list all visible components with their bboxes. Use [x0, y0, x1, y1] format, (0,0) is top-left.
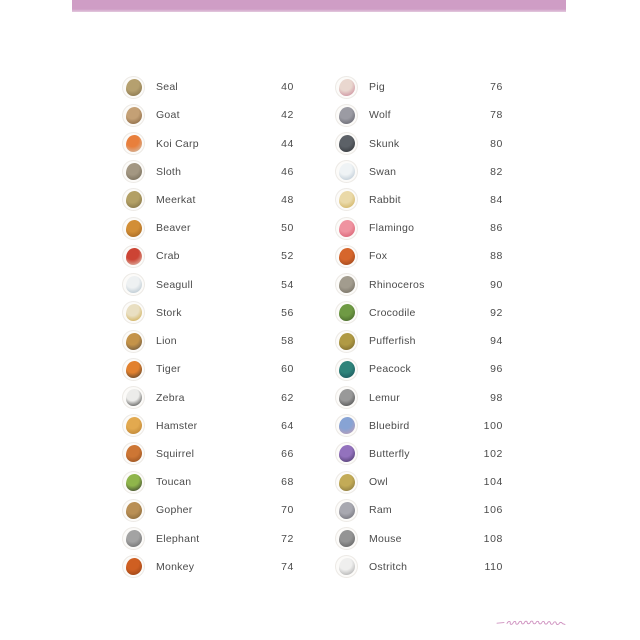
signature-scribble — [495, 614, 571, 632]
crab-icon — [122, 245, 145, 268]
tiger-illustration — [126, 361, 142, 378]
contents-right-column — [335, 73, 503, 581]
animal-name: Crocodile — [369, 306, 416, 319]
elephant-illustration — [126, 530, 142, 547]
stork-illustration — [126, 304, 142, 321]
contents-row — [335, 468, 503, 496]
contents-row — [335, 158, 503, 186]
page-number: 58 — [281, 335, 294, 348]
koi-carp-illustration — [126, 135, 142, 152]
stork-icon — [122, 301, 145, 324]
animal-name: Pufferfish — [369, 335, 416, 348]
animal-name: Bluebird — [369, 419, 410, 432]
goat-illustration — [126, 107, 142, 124]
bluebird-icon — [335, 414, 358, 437]
beaver-illustration — [126, 220, 142, 237]
page-number: 52 — [281, 250, 294, 263]
page-number: 94 — [490, 335, 503, 348]
animal-name: Gopher — [156, 504, 193, 517]
ram-icon — [335, 499, 358, 522]
page-number: 104 — [483, 476, 503, 489]
page-number: 80 — [490, 137, 503, 150]
page-number: 68 — [281, 476, 294, 489]
butterfly-illustration — [339, 445, 355, 462]
animal-name: Skunk — [369, 137, 400, 150]
animal-name: Seagull — [156, 278, 193, 291]
page-number: 78 — [490, 109, 503, 122]
lemur-icon — [335, 386, 358, 409]
animal-name: Pig — [369, 81, 385, 94]
fox-illustration — [339, 248, 355, 265]
contents-row — [122, 101, 294, 129]
monkey-illustration — [126, 558, 142, 575]
contents-row — [335, 327, 503, 355]
contents-row — [122, 271, 294, 299]
animal-name: Zebra — [156, 391, 185, 404]
page-number: 50 — [281, 222, 294, 235]
contents-row — [122, 129, 294, 157]
animal-name: Seal — [156, 81, 179, 94]
page-number: 60 — [281, 363, 294, 376]
page-number: 90 — [490, 278, 503, 291]
beaver-icon — [122, 217, 145, 240]
contents-row — [335, 299, 503, 327]
page-number: 46 — [281, 165, 294, 178]
skunk-illustration — [339, 135, 355, 152]
seagull-icon — [122, 273, 145, 296]
contents-row — [122, 468, 294, 496]
sloth-icon — [122, 160, 145, 183]
page-number: 48 — [281, 193, 294, 206]
meerkat-icon — [122, 188, 145, 211]
crocodile-illustration — [339, 304, 355, 321]
butterfly-icon — [335, 442, 358, 465]
contents-row — [335, 186, 503, 214]
ostrich-illustration — [339, 558, 355, 575]
sloth-illustration — [126, 163, 142, 180]
rabbit-icon — [335, 188, 358, 211]
contents-row — [335, 129, 503, 157]
contents-row — [122, 73, 294, 101]
contents-row — [335, 525, 503, 553]
flamingo-icon — [335, 217, 358, 240]
page-top-band — [72, 0, 566, 12]
page-number: 72 — [281, 532, 294, 545]
animal-name: Monkey — [156, 560, 195, 573]
animal-name: Squirrel — [156, 447, 195, 460]
page-number: 66 — [281, 447, 294, 460]
seagull-illustration — [126, 276, 142, 293]
page-number: 88 — [490, 250, 503, 263]
animal-name: Elephant — [156, 532, 200, 545]
animal-name: Ostritch — [369, 560, 408, 573]
zebra-illustration — [126, 389, 142, 406]
animal-name: Hamster — [156, 419, 198, 432]
animal-name: Toucan — [156, 476, 192, 489]
contents-row — [122, 327, 294, 355]
contents-row — [335, 271, 503, 299]
rabbit-illustration — [339, 191, 355, 208]
page-number: 98 — [490, 391, 503, 404]
page-number: 82 — [490, 165, 503, 178]
animal-name: Tiger — [156, 363, 181, 376]
animal-name: Beaver — [156, 222, 191, 235]
rhinoceros-illustration — [339, 276, 355, 293]
page-number: 100 — [483, 419, 503, 432]
page-number: 62 — [281, 391, 294, 404]
crocodile-icon — [335, 301, 358, 324]
contents-row — [122, 214, 294, 242]
ram-illustration — [339, 502, 355, 519]
pufferfish-icon — [335, 330, 358, 353]
animal-name: Goat — [156, 109, 180, 122]
page-number: 96 — [490, 363, 503, 376]
contents-row — [122, 158, 294, 186]
koi-carp-icon — [122, 132, 145, 155]
contents-row — [335, 496, 503, 524]
contents-row — [335, 440, 503, 468]
animal-name: Fox — [369, 250, 388, 263]
elephant-icon — [122, 527, 145, 550]
wolf-icon — [335, 104, 358, 127]
hamster-illustration — [126, 417, 142, 434]
contents-row — [122, 412, 294, 440]
animal-name: Owl — [369, 476, 388, 489]
page-number: 64 — [281, 419, 294, 432]
animal-name: Swan — [369, 165, 397, 178]
contents-row — [122, 242, 294, 270]
toucan-icon — [122, 471, 145, 494]
peacock-icon — [335, 358, 358, 381]
owl-illustration — [339, 474, 355, 491]
contents-row — [122, 553, 294, 581]
contents-row — [335, 242, 503, 270]
gopher-illustration — [126, 502, 142, 519]
lion-icon — [122, 330, 145, 353]
lemur-illustration — [339, 389, 355, 406]
animal-name: Lemur — [369, 391, 401, 404]
page-number: 92 — [490, 306, 503, 319]
page-number: 106 — [483, 504, 503, 517]
mouse-icon — [335, 527, 358, 550]
contents-row — [122, 186, 294, 214]
page-number: 76 — [490, 81, 503, 94]
ostrich-icon — [335, 555, 358, 578]
page-number: 42 — [281, 109, 294, 122]
page-number: 56 — [281, 306, 294, 319]
page-number: 110 — [484, 560, 503, 573]
peacock-illustration — [339, 361, 355, 378]
fox-icon — [335, 245, 358, 268]
animal-name: Meerkat — [156, 193, 196, 206]
swan-illustration — [339, 163, 355, 180]
seal-icon — [122, 76, 145, 99]
lion-illustration — [126, 333, 142, 350]
page-number: 86 — [490, 222, 503, 235]
mouse-illustration — [339, 530, 355, 547]
tiger-icon — [122, 358, 145, 381]
contents-row — [335, 383, 503, 411]
skunk-icon — [335, 132, 358, 155]
animal-name: Sloth — [156, 165, 182, 178]
rhinoceros-icon — [335, 273, 358, 296]
toucan-illustration — [126, 474, 142, 491]
contents-row — [122, 440, 294, 468]
zebra-icon — [122, 386, 145, 409]
contents-row — [122, 355, 294, 383]
animal-name: Koi Carp — [156, 137, 199, 150]
bluebird-illustration — [339, 417, 355, 434]
wolf-illustration — [339, 107, 355, 124]
contents-row — [122, 525, 294, 553]
contents-row — [335, 73, 503, 101]
animal-name: Lion — [156, 335, 177, 348]
animal-name: Rabbit — [369, 193, 401, 206]
contents-row — [335, 355, 503, 383]
animal-name: Stork — [156, 306, 182, 319]
pufferfish-illustration — [339, 333, 355, 350]
page-number: 74 — [281, 560, 294, 573]
flamingo-illustration — [339, 220, 355, 237]
swan-icon — [335, 160, 358, 183]
crab-illustration — [126, 248, 142, 265]
animal-name: Peacock — [369, 363, 412, 376]
contents-row — [335, 214, 503, 242]
page-number: 102 — [483, 447, 503, 460]
animal-name: Rhinoceros — [369, 278, 425, 291]
page-number: 70 — [281, 504, 294, 517]
animal-name: Butterfly — [369, 447, 410, 460]
squirrel-icon — [122, 442, 145, 465]
animal-name: Wolf — [369, 109, 391, 122]
page-number: 44 — [281, 137, 294, 150]
hamster-icon — [122, 414, 145, 437]
contents-row — [335, 412, 503, 440]
animal-name: Ram — [369, 504, 392, 517]
contents-left-column — [122, 73, 294, 581]
goat-icon — [122, 104, 145, 127]
page-number: 54 — [281, 278, 294, 291]
gopher-icon — [122, 499, 145, 522]
page-number: 40 — [281, 81, 294, 94]
squirrel-illustration — [126, 445, 142, 462]
seal-illustration — [126, 79, 142, 96]
page-number: 84 — [490, 193, 503, 206]
page-number: 108 — [483, 532, 503, 545]
contents-row — [122, 299, 294, 327]
owl-icon — [335, 471, 358, 494]
animal-name: Crab — [156, 250, 180, 263]
animal-name: Mouse — [369, 532, 402, 545]
contents-row — [122, 496, 294, 524]
meerkat-illustration — [126, 191, 142, 208]
contents-row — [335, 101, 503, 129]
contents-row — [335, 553, 503, 581]
contents-row — [122, 383, 294, 411]
animal-name: Flamingo — [369, 222, 415, 235]
pig-icon — [335, 76, 358, 99]
pig-illustration — [339, 79, 355, 96]
monkey-icon — [122, 555, 145, 578]
